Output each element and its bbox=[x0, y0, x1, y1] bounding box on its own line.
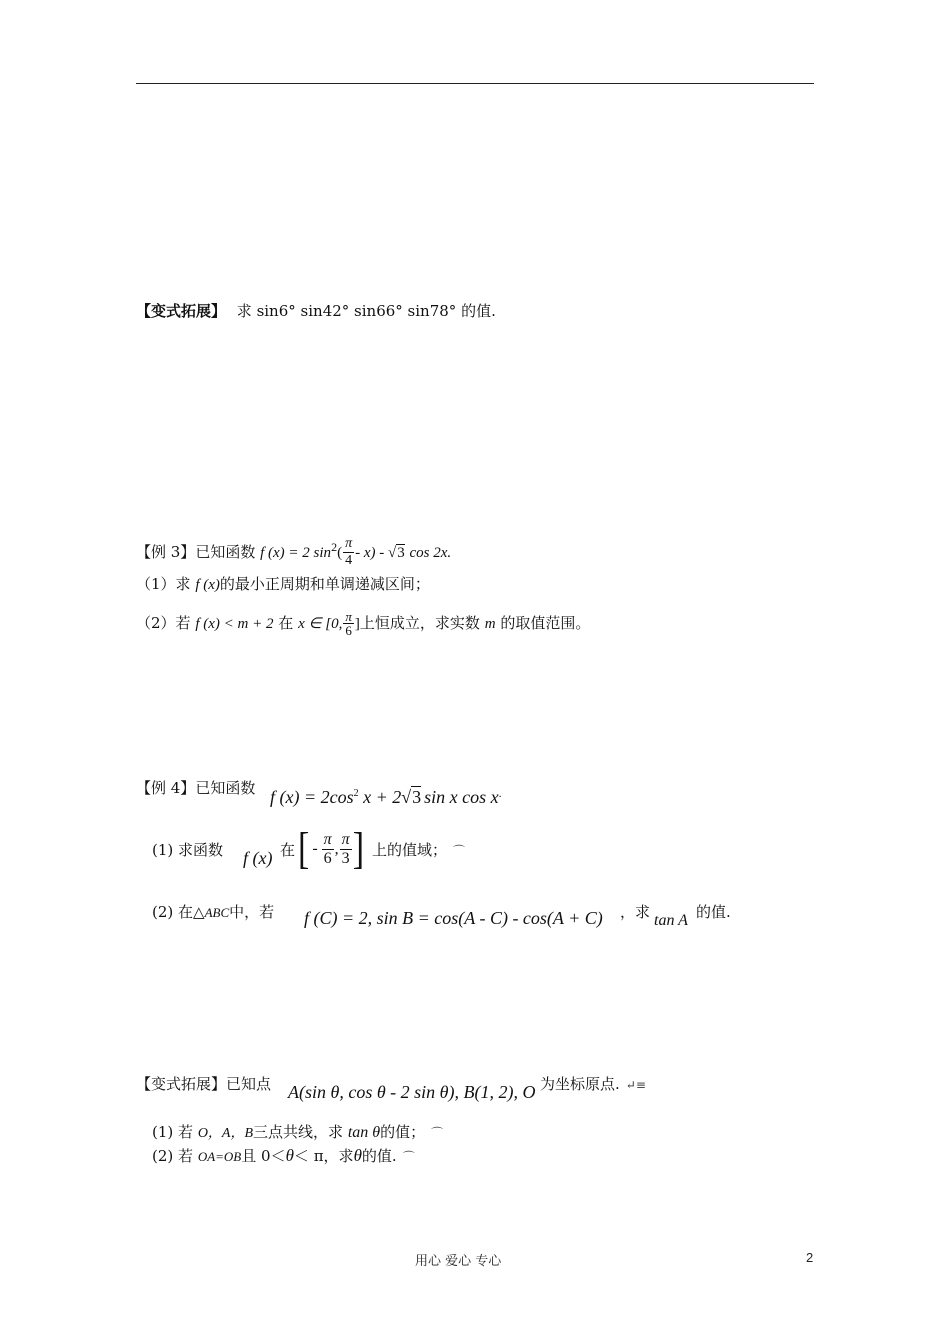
example-3-fraction: $\frac{\pi}{4}$ bbox=[345, 536, 353, 569]
example-4-function: f $(x) = 2\cos^2$ x + 2√3 sin x cos x. bbox=[270, 786, 502, 807]
variant-2-q2-text1: 且 0＜ bbox=[241, 1147, 286, 1165]
example-3-q2 bbox=[136, 604, 590, 648]
example-4-func: f (x) = 2cos bbox=[270, 787, 354, 807]
example-3-intro: 已知函数 bbox=[195, 543, 256, 561]
example-3-q1-text: 的最小正周期和单调递减区间； bbox=[219, 575, 430, 593]
variant-2-stem-label bbox=[136, 1074, 271, 1094]
example-4-q2-text1: 中，若 bbox=[229, 903, 275, 921]
example-3-q2-text2: 上恒成立，求实数 bbox=[359, 614, 480, 632]
example-3-q2-prefix: （2）若 bbox=[136, 614, 191, 632]
example-3-sup: 2 bbox=[331, 540, 338, 554]
example-3-q2-fraction: $\frac{\pi}{6}$ bbox=[345, 608, 352, 639]
example-3-tag: 【例 3】 bbox=[136, 543, 196, 561]
variant-1-line bbox=[136, 301, 496, 321]
example-4-func-rest: x + 2 bbox=[358, 787, 402, 807]
variant-2-text: 为坐标原点. ↵≡ bbox=[540, 1075, 646, 1093]
example-3-tail: cos 2x. bbox=[409, 545, 452, 561]
variant-2-intro: 已知点 bbox=[226, 1075, 272, 1093]
example-4-func-tail: sin x cos x bbox=[424, 787, 499, 807]
example-4-q1-text1: 在 bbox=[280, 841, 296, 859]
example-3-q1-prefix: （1）求 bbox=[136, 575, 191, 593]
example-4-intro: 已知函数 bbox=[195, 779, 256, 797]
example-3-q2-math2: x ∈ [0, bbox=[298, 616, 343, 632]
example-4-q2-text2: ，求 bbox=[620, 903, 651, 921]
variant-2-q2-tail: 的值. bbox=[361, 1147, 397, 1165]
example-4-q1-prefix: (1) 求函数 bbox=[152, 841, 224, 859]
example-4-dot: . bbox=[498, 786, 502, 800]
variant-1-text: 求 sin6° sin42° sin66° sin78° 的值. bbox=[236, 302, 496, 320]
example-4-stem-label bbox=[136, 778, 255, 798]
example-4-q2-text3: 的值. bbox=[696, 903, 731, 921]
example-4-q1-interval: [ - $\frac{\pi}{6}$ , $\frac{\pi}{3}$ ] bbox=[298, 825, 365, 874]
example-3-stem: 【例 3】已知函数 f (x) = 2 $\sin^2$( $\frac{\pi}{4}$ - x) - √3 cos 2x. bbox=[136, 536, 452, 569]
example-4-q2-math2: tan A bbox=[654, 912, 688, 929]
example-3-rest: - x) - bbox=[355, 545, 388, 561]
example-4-q1-prefix-line bbox=[152, 840, 223, 860]
example-4-q1-math: f (x) bbox=[243, 848, 273, 868]
page-number: 2 bbox=[806, 1250, 814, 1265]
variant-2-q1: (1) 若 O，A，B三点共线，求 tan θ的值； ⌒ bbox=[152, 1123, 444, 1141]
example-4-q2-prefix: (2) 在△ bbox=[152, 903, 205, 921]
example-4-q1-minus: - bbox=[312, 840, 318, 858]
header-rule bbox=[136, 83, 814, 84]
example-4-sup: 2 bbox=[353, 788, 359, 799]
variant-2-q2-text2: ＜ π，求 bbox=[293, 1147, 354, 1165]
example-3-q2-close: ] bbox=[354, 616, 360, 632]
example-4-tag: 【例 4】 bbox=[136, 779, 196, 797]
example-3-q2-m: m bbox=[484, 616, 496, 632]
footer-center-text: 用心 爱心 专心 bbox=[415, 1254, 502, 1269]
variant-2-q1-math: tan θ bbox=[347, 1124, 381, 1141]
example-3-q1 bbox=[136, 574, 430, 595]
variant-2-q2: (2) 若 OA=OB且 0＜θ＜ π，求θ的值. ⌒ bbox=[152, 1146, 415, 1165]
example-3-q2-math: f (x) < m + 2 bbox=[195, 616, 274, 632]
example-3-q2-text3: 的取值范围。 bbox=[500, 614, 591, 632]
variant-2-math: A(sin θ, cos θ - 2 sin θ), B(1, 2), O bbox=[288, 1082, 536, 1102]
example-4-q1-text2: 上的值域； ⌒ bbox=[372, 841, 466, 859]
example-3-sqrt: 3 bbox=[397, 545, 405, 561]
variant-2-q1-text: 三点共线，求 bbox=[253, 1123, 344, 1141]
variant-2-q2-condition: OA=OB bbox=[197, 1149, 242, 1164]
variant-2-q1-tail: 的值； bbox=[380, 1123, 426, 1141]
variant-2-q2-theta-2: θ bbox=[353, 1146, 362, 1165]
example-3-q1-math: f (x) bbox=[195, 577, 220, 593]
variant-2-q1-prefix: (1) 若 bbox=[152, 1123, 194, 1141]
example-3-q2-text1: 在 bbox=[278, 614, 294, 632]
variant-2-q2-prefix: (2) 若 bbox=[152, 1147, 194, 1165]
example-4-sqrt: 3 bbox=[412, 787, 422, 807]
variant-1-tag: 【变式拓展】 bbox=[136, 302, 227, 320]
example-4-q2-math: f (C) = 2, sin B = cos(A - C) - cos(A + C) bbox=[304, 908, 603, 928]
variant-2-q2-theta: θ bbox=[285, 1146, 294, 1165]
example-4-q2-abc: ABC bbox=[204, 905, 230, 920]
variant-2-tag: 【变式拓展】 bbox=[136, 1075, 227, 1093]
example-3-func: f (x) = 2 sin bbox=[260, 545, 332, 561]
example-4-q2-line bbox=[152, 902, 274, 923]
variant-2-q1-points: O，A，B bbox=[197, 1126, 254, 1141]
